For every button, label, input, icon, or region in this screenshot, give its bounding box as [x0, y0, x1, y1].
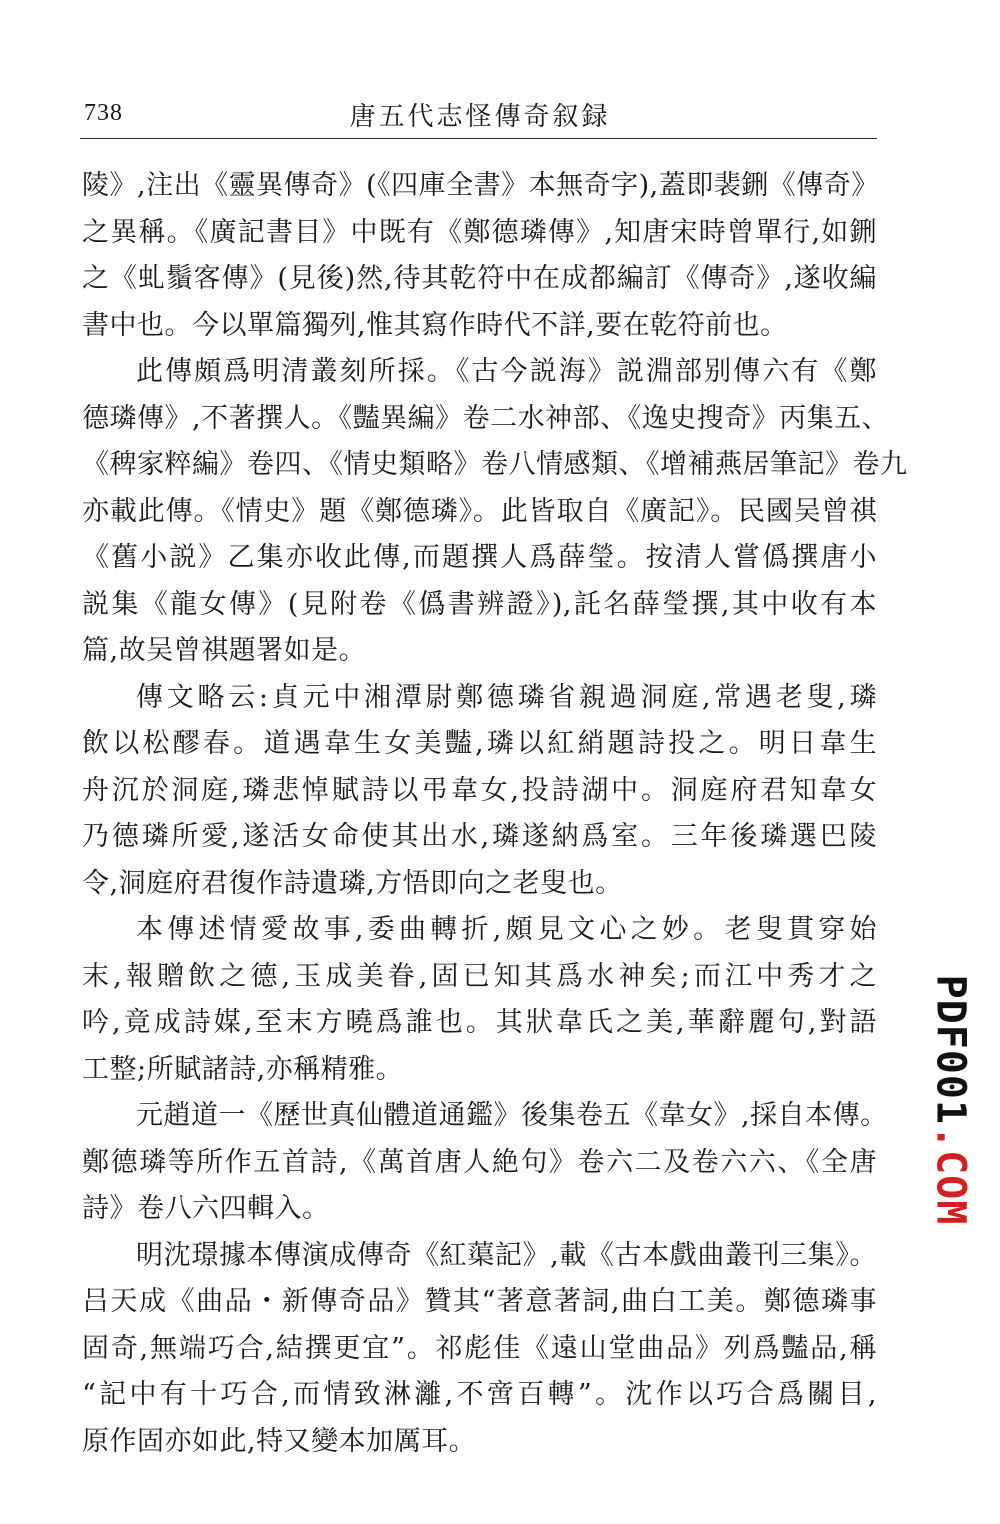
text-line: 亦載此傳。《情史》題《鄭德璘》。此皆取自《廣記》。民國吴曾祺 — [82, 495, 877, 527]
header-rule — [80, 138, 877, 139]
text-line: 此傳頗爲明清叢刻所採。《古今説海》説淵部别傳六有《鄭 — [136, 356, 877, 387]
text-line: 説集《龍女傳》(見附卷《僞書辨證》),託名薛瑩撰,其中收有本 — [82, 588, 877, 620]
watermark-text-part2: .COM — [927, 1125, 974, 1226]
text-line: 工整;所賦諸詩,亦稱精雅。 — [82, 1053, 404, 1085]
paragraph-2 — [82, 349, 908, 675]
text-line: 乃德璘所愛,遂活女命使其出水,璘遂納爲室。三年後璘選巴陵 — [82, 821, 877, 852]
text-line: 傳文略云:貞元中湘潭尉鄭德璘省親過洞庭,常遇老叟,璘 — [136, 681, 877, 713]
text-line: 明沈璟據本傳演成傳奇《紅蕖記》,載《古本戲曲叢刊三集》。 — [136, 1239, 877, 1271]
text-line: 之《虬鬚客傳》(見後)然,待其乾符中在成都編訂《傳奇》,遂收編 — [82, 263, 877, 294]
body-text — [82, 163, 908, 1465]
text-line: 陵》,注出《靈異傳奇》(《四庫全書》本無奇字),蓋即裴鉶《傳奇》 — [82, 170, 879, 201]
text-line: 飲以松醪春。道遇韋生女美豔,璘以紅綃題詩投之。明日韋生 — [82, 728, 877, 759]
text-line: 鄭德璘等所作五首詩,《萬首唐人絶句》卷六二及卷六六、《全唐 — [82, 1146, 877, 1178]
paragraph-1 — [82, 163, 877, 349]
text-line: 之異稱。《廣記書目》中既有《鄭德璘傳》,知唐宋時曾單行,如鉶 — [82, 216, 877, 248]
text-line: 吟,竟成詩媒,至末方曉爲誰也。其狀韋氏之美,華辭麗句,對語 — [82, 1007, 877, 1038]
text-line: 篇,故吴曾祺題署如是。 — [82, 635, 367, 666]
text-line: 原作固亦如此,特又變本加厲耳。 — [82, 1425, 477, 1457]
text-line: 德璘傳》,不著撰人。《豔異編》卷二水神部、《逸史搜奇》丙集五、 — [82, 402, 890, 434]
watermark-text — [927, 975, 973, 1226]
watermark-text-part1: PDF001 — [927, 974, 974, 1126]
paragraph-6 — [82, 1233, 877, 1466]
text-line: 固奇,無端巧合,結撰更宜”。祁彪佳《遠山堂曲品》列爲豔品,稱 — [82, 1332, 877, 1364]
paragraph-3 — [82, 675, 877, 908]
text-line: 吕天成《曲品・新傳奇品》贊其“著意著詞,曲白工美。鄭德璘事 — [82, 1286, 877, 1317]
text-line: 書中也。今以單篇獨列,惟其寫作時代不詳,要在乾符前也。 — [82, 309, 788, 341]
text-line: 《舊小説》乙集亦收此傳,而題撰人爲薛瑩。按清人嘗僞撰唐小 — [82, 542, 877, 573]
text-line: 《稗家粹編》卷四、《情史類略》卷八情感類、《增補燕居筆記》卷九 — [82, 449, 908, 480]
text-line: 末,報贈飲之德,玉成美眷,固已知其爲水神矣;而江中秀才之 — [82, 960, 877, 992]
paragraph-4 — [82, 907, 877, 1093]
text-line: 本傳述情愛故事,委曲轉折,頗見文心之妙。老叟貫穿始 — [136, 914, 877, 945]
watermark — [920, 975, 980, 1225]
running-title: 唐五代志怪傳奇叙録 — [349, 102, 611, 132]
text-line: 詩》卷八六四輯入。 — [82, 1193, 330, 1224]
text-line: 舟沉於洞庭,璘悲悼賦詩以弔韋女,投詩湖中。洞庭府君知韋女 — [82, 774, 877, 806]
text-line: 令,洞庭府君復作詩遺璘,方悟即向之老叟也。 — [82, 867, 623, 899]
paragraph-5 — [82, 1093, 888, 1233]
text-line: “記中有十巧合,而情致淋灕,不啻百轉”。沈作以巧合爲關目, — [82, 1379, 877, 1410]
text-line: 元趙道一《歷世真仙體道通鑑》後集卷五《韋女》,採自本傳。 — [136, 1100, 888, 1131]
page-number: 738 — [84, 100, 123, 126]
